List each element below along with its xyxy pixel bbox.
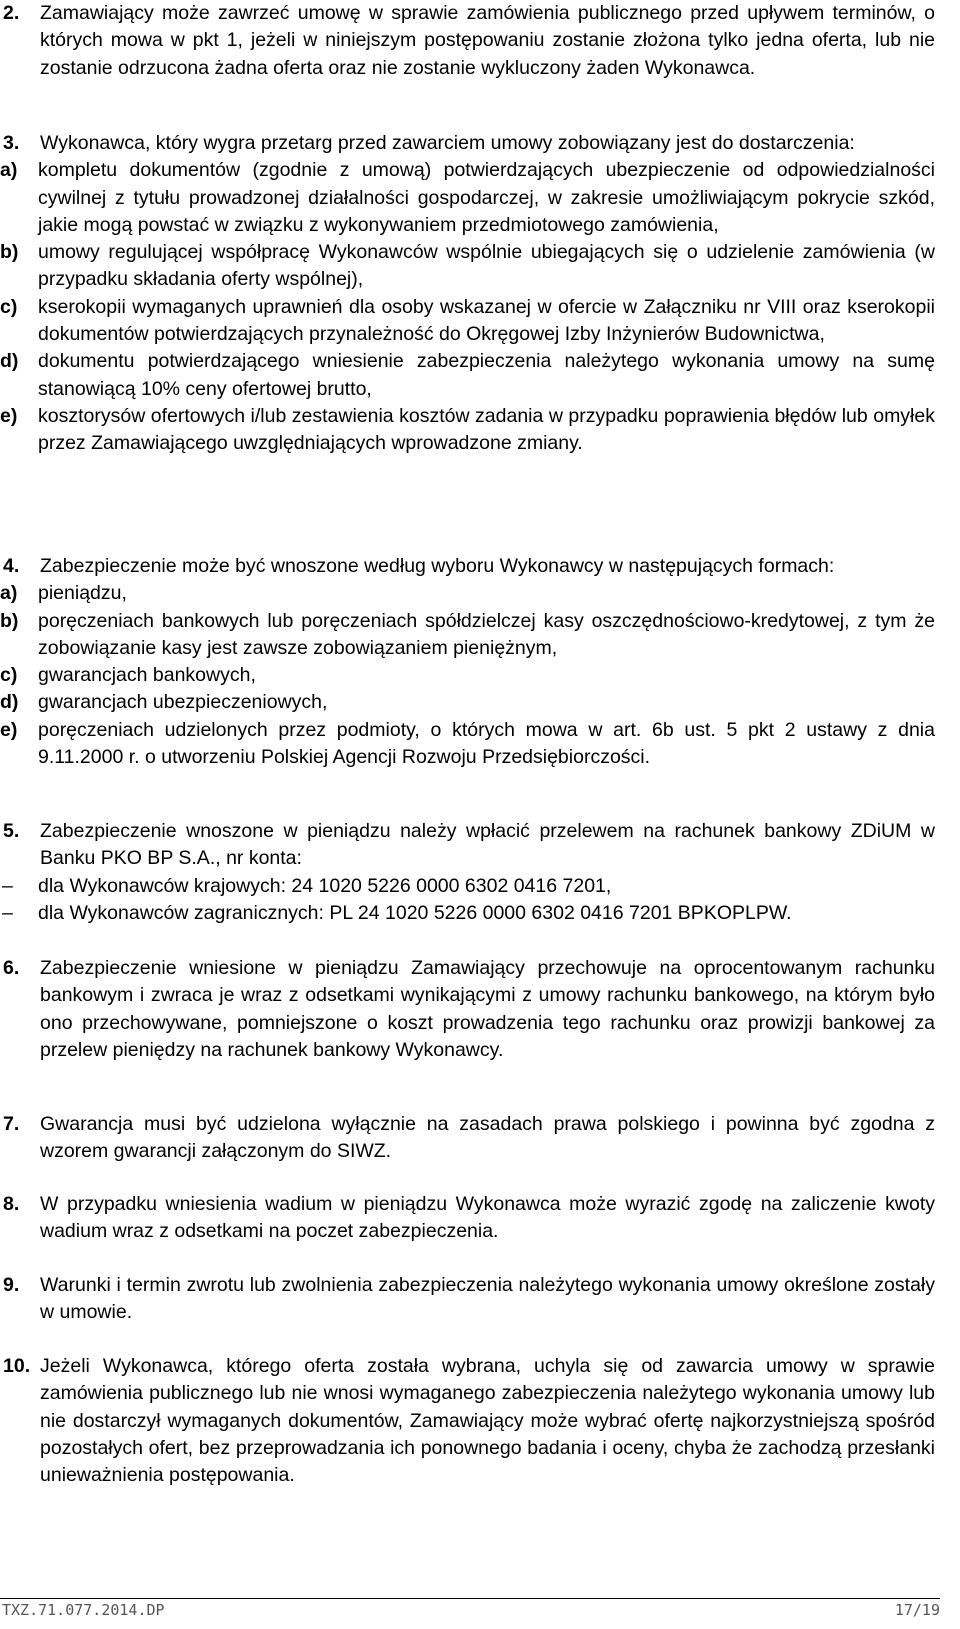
list-item-text: kosztorysów ofertowych i/lub zestawienia kosztów zadania w przypadku poprawienia błędów lub omyłek przez Zamawiającego uwzględniających wprowadzone zmiany. [38, 404, 935, 455]
list-item-text: gwarancjach bankowych, [38, 664, 256, 687]
account-line [0, 900, 935, 927]
section-number: 3. [3, 132, 20, 154]
list-item [0, 662, 935, 689]
section-text: W przypadku wniesienia wadium w pieniądzu Wykonawca może wyrazić zgodę na zaliczenie kwoty wadium wraz z odsetkami na poczet zabezpieczenia. [40, 1193, 935, 1243]
list-item-text: kserokopii wymaganych uprawnień dla osoby wskazanej w ofercie w Załączniku nr VIII oraz kserokopii dokumentów potwierdzających przynależność do Okręgowej Izby Inżynierów Budownictwa, [38, 295, 935, 346]
section-6 [0, 955, 935, 1064]
list-item [0, 239, 935, 294]
section-number: 6. [3, 957, 20, 979]
list-item-label: c) [0, 295, 18, 318]
section-number: 5. [3, 820, 20, 842]
document-reference: TXZ.71.077.2014.DP [2, 1601, 165, 1619]
list-item [0, 689, 935, 716]
account-text: dla Wykonawców zagranicznych: PL 24 1020 5226 0000 6302 0416 7201 BPKOPLPW. [38, 901, 792, 924]
list-item-text: dokumentu potwierdzającego wniesienie zabezpieczenia należytego wykonania umowy na sumę stanowiącą 10% ceny ofertowej brutto, [38, 350, 935, 400]
list-item-label: c) [0, 664, 18, 687]
list-item-label: d) [0, 350, 19, 373]
list-item [0, 580, 935, 607]
list-item-label: b) [0, 241, 19, 264]
list-item-text: poręczeniach udzielonych przez podmioty, o których mowa w art. 6b ust. 5 pkt 2 ustawy z dnia 9.11.2000 r. o utworzeniu Polskiej Agencji Rozwoju Przedsiębiorczości. [38, 718, 935, 769]
section-text: Warunki i termin zwrotu lub zwolnienia zabezpieczenia należytego wykonania umowy określone zostały w umowie. [40, 1274, 935, 1324]
section-text: Zabezpieczenie wnoszone w pieniądzu należy wpłacić przelewem na rachunek bankowy ZDiUM w Banku PKO BP S.A., nr konta: [40, 820, 935, 870]
account-line [0, 873, 935, 900]
section-4 [0, 553, 935, 771]
section-5 [0, 818, 935, 927]
account-text: dla Wykonawców krajowych: 24 1020 5226 0000 6302 0416 7201, [38, 874, 612, 897]
list-item [0, 348, 935, 403]
dash-marker: – [2, 874, 13, 897]
list-item [0, 294, 935, 349]
dash-marker: – [2, 901, 13, 924]
section-number: 7. [3, 1113, 20, 1135]
section-number: 8. [3, 1193, 20, 1215]
section-3 [0, 130, 935, 458]
list-item-text: umowy regulującej współpracę Wykonawców wspólnie ubiegających się o udzielenie zamówienia (w przypadku składania oferty wspólnej), [38, 241, 935, 291]
list-item-label: a) [0, 582, 18, 605]
section-text: Zabezpieczenie może być wnoszone według wyboru Wykonawcy w następujących formach: [40, 555, 835, 577]
page-number: 17/19 [894, 1601, 940, 1619]
section-number: 10. [3, 1355, 31, 1377]
section-8 [0, 1191, 935, 1246]
list-item [0, 157, 935, 239]
list-item-text: poręczeniach bankowych lub poręczeniach spółdzielczej kasy oszczędnościowo-kredytowej, z tym że zobowiązanie kasy jest zawsze zobowiązaniem pieniężnym, [38, 609, 935, 659]
list-item-label: b) [0, 609, 19, 632]
list-item-label: d) [0, 691, 19, 714]
section-text: Gwarancja musi być udzielona wyłącznie na zasadach prawa polskiego i powinna być zgodna z wzorem gwarancji załączonym do SIWZ. [40, 1113, 935, 1163]
section-number: 4. [3, 555, 20, 577]
section-9 [0, 1272, 935, 1327]
section-2 [0, 0, 935, 82]
section-text: Jeżeli Wykonawca, którego oferta została wybrana, uchyla się od zawarcia umowy w sprawie zamówienia publicznego lub nie wnosi wymaganego zabezpieczenia należytego wykonania umowy lub nie dostarczył wymaganych dokumentów, Zamawiający może wybrać ofertę najkorzystniejszą spośród pozostałych ofert, bez przeprowadzania ich ponownego badania i oceny, chyba że zachodzą przesłanki unieważnienia postępowania. [40, 1355, 935, 1487]
list-item-text: gwarancjach ubezpieczeniowych, [38, 691, 328, 714]
section-text: Zabezpieczenie wniesione w pieniądzu Zamawiający przechowuje na oprocentowanym rachunku bankowym i zwraca je wraz z odsetkami wynikającymi z umowy rachunku bankowego, na którym było ono przechowywane, pomniejszone o koszt prowadzenia tego rachunku oraz prowizji bankowej za przelew pieniędzy na rachunek bankowy Wykonawcy. [40, 957, 935, 1061]
section-text: Wykonawca, który wygra przetarg przed zawarciem umowy zobowiązany jest do dostarczenia: [40, 132, 855, 154]
section-7 [0, 1111, 935, 1166]
list-item-label: e) [0, 404, 18, 427]
list-item-text: kompletu dokumentów (zgodnie z umową) potwierdzających ubezpieczenie od odpowiedzialności cywilnej z tytułu prowadzonej działalności gospodarczej, w zakresie umożliwiającym pokrycie szkód, jakie mogą powstać w związku z wykonywaniem przedmiotowego zamówienia, [38, 159, 935, 236]
section-number: 2. [3, 2, 20, 24]
page-footer [0, 1598, 940, 1629]
list-item-text: pieniądzu, [38, 582, 127, 605]
list-item [0, 403, 935, 458]
list-item [0, 717, 935, 772]
section-text: Zamawiający może zawrzeć umowę w sprawie zamówienia publicznego przed upływem terminów, o których mowa w pkt 1, jeżeli w niniejszym postępowaniu zostanie złożona tylko jedna oferta, lub nie zostanie odrzucona żadna oferta oraz nie zostanie wykluczony żaden Wykonawca. [40, 2, 935, 79]
section-10 [0, 1353, 935, 1489]
list-item-label: a) [0, 159, 18, 182]
list-item-label: e) [0, 718, 18, 741]
list-item [0, 608, 935, 663]
section-number: 9. [3, 1274, 20, 1296]
